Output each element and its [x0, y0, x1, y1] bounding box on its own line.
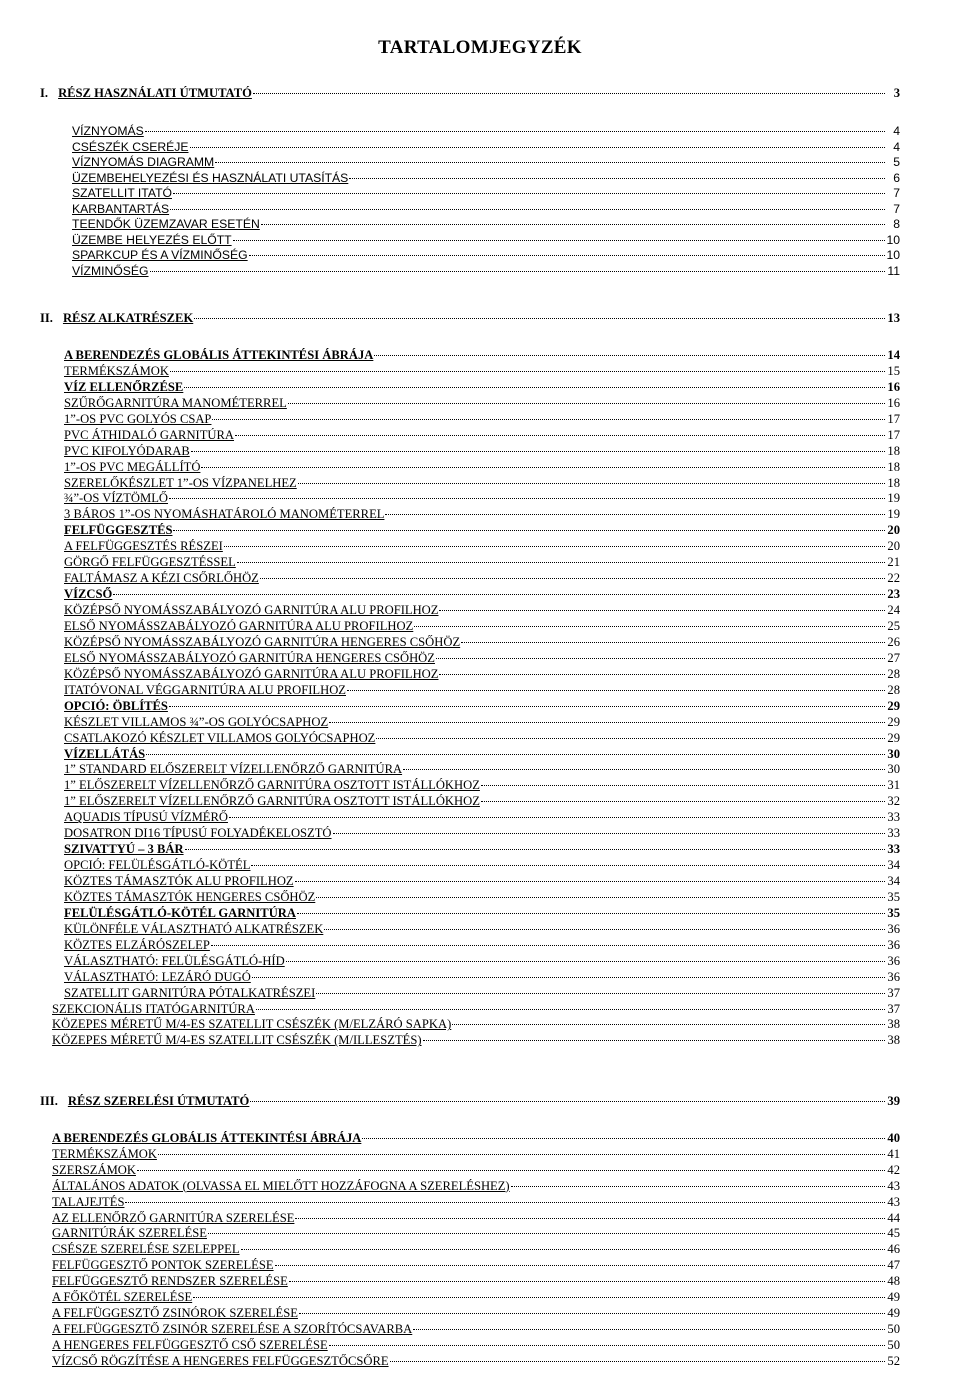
toc-entry[interactable] [64, 359, 900, 378]
dot-leader [295, 1206, 885, 1222]
toc-entry-page: 5 [893, 155, 900, 170]
toc-entry[interactable] [64, 981, 900, 1000]
toc-entry-page: 28 [887, 666, 900, 681]
toc-entry-page: 37 [887, 1001, 900, 1016]
toc-entry-label[interactable]: TEENDŐK ÜZEMZAVAR ESETÉN [72, 217, 260, 232]
toc-entry-label[interactable]: 1”-OS PVC MEGÁLLÍTÓ [64, 459, 201, 474]
toc-entry[interactable] [64, 901, 900, 920]
toc-entry[interactable] [64, 582, 900, 602]
dot-leader [452, 1012, 885, 1028]
toc-entry-label[interactable]: FELÜLÉSGÁTLÓ-KÖTÉL GARNITÚRA [64, 905, 296, 920]
toc-entry[interactable] [72, 150, 900, 170]
toc-entry[interactable] [72, 243, 900, 263]
toc-entry-label[interactable]: KÖZTES ELZÁRÓSZELEP [64, 937, 210, 952]
toc-entry[interactable] [64, 885, 900, 904]
toc-entry[interactable] [64, 789, 900, 809]
toc-entry-label[interactable]: ELSŐ NYOMÁSSZABÁLYOZÓ GARNITÚRA HENGERES CSŐHÖZ [64, 650, 435, 665]
toc-entry-label[interactable]: GARNITÚRÁK SZERELÉSE [52, 1226, 207, 1241]
toc-entry-page: 14 [887, 348, 900, 362]
toc-entry-label[interactable]: VÍZNYOMÁS DIAGRAMM [72, 155, 215, 170]
toc-entry[interactable] [64, 439, 900, 458]
toc-entry-label[interactable]: FELFÜGGESZTŐ RENDSZER SZERELÉSE [52, 1274, 288, 1289]
dot-leader [249, 243, 885, 259]
toc-entry[interactable] [40, 306, 900, 325]
dot-leader [185, 837, 885, 853]
toc-entry[interactable] [64, 694, 900, 713]
toc-entry-label[interactable]: ÁLTALÁNOS ADATOK (OLVASSA EL MIELŐTT HOZZÁFOGNA A SZERELÉSHEZ) [52, 1178, 510, 1193]
toc-entry[interactable] [52, 1285, 900, 1304]
toc-entry-page: 13 [887, 311, 900, 325]
toc-entry[interactable] [64, 550, 900, 570]
toc-entry[interactable] [52, 1174, 900, 1193]
dot-leader [481, 789, 885, 805]
toc-entry-label[interactable]: SZIVATTYÚ – 3 BÁR [64, 842, 184, 857]
toc-entry[interactable] [64, 343, 900, 362]
dot-leader [251, 853, 885, 869]
toc-entry-label[interactable]: ITATÓVONAL VÉGGARNITÚRA ALU PROFILHOZ [64, 682, 346, 697]
toc-entry[interactable] [72, 119, 900, 138]
toc-entry-label[interactable]: 1”-OS PVC GOLYÓS CSAP [64, 411, 212, 426]
dot-leader [297, 901, 885, 917]
toc-entry-page: 50 [887, 1321, 900, 1336]
dot-leader [184, 375, 885, 391]
toc-entry-page: 17 [887, 411, 900, 426]
toc-entry-page: 17 [887, 427, 900, 442]
dot-leader [212, 407, 885, 423]
toc-entry[interactable] [72, 228, 900, 247]
toc-entry[interactable] [52, 1237, 900, 1257]
dot-leader [235, 423, 885, 439]
toc-entry-label[interactable]: KÖZTES TÁMASZTÓK HENGERES CSŐHÖZ [64, 889, 316, 904]
toc-entry[interactable] [52, 1221, 900, 1241]
toc-entry[interactable] [52, 1349, 900, 1368]
toc-entry[interactable] [72, 212, 900, 232]
toc-entry-label[interactable]: VÍZNYOMÁS [72, 124, 144, 138]
toc-entry[interactable] [64, 471, 900, 490]
toc-entry-page: 11 [887, 263, 900, 278]
toc-entry-label[interactable]: 3 BÁROS 1”-OS NYOMÁSHATÁROLÓ MANOMÉTERREL [64, 507, 385, 522]
toc-entry-page: 48 [887, 1274, 900, 1289]
toc-entry-page: 36 [887, 953, 900, 968]
toc-entry-label[interactable]: CSATLAKOZÓ KÉSZLET VILLAMOS GOLYÓCSAPHOZ [64, 730, 376, 745]
toc-entry[interactable] [64, 757, 900, 777]
toc-entry-label[interactable]: PVC ÁTHIDALÓ GARNITÚRA [64, 427, 235, 442]
toc-entry-page: 41 [887, 1146, 900, 1161]
toc-entry[interactable] [72, 181, 900, 201]
toc-entry-label[interactable]: A BERENDEZÉS GLOBÁLIS ÁTTEKINTÉSI ÁBRÁJA [64, 348, 374, 362]
toc-entry-label[interactable]: KÖZEPES MÉRETŰ M/4-ES SZATELLIT CSÉSZÉK (M/ILLESZTÉS) [52, 1033, 422, 1048]
toc-entry-label[interactable]: TERMÉKSZÁMOK [52, 1146, 157, 1161]
dot-leader [113, 582, 885, 598]
toc-entry-page: 16 [887, 395, 900, 410]
toc-entry-label[interactable]: VÍZELLÁTÁS [64, 746, 146, 761]
dot-leader [137, 1158, 885, 1174]
dot-leader [329, 1333, 885, 1349]
dot-leader [316, 885, 885, 901]
toc-entry-label[interactable]: OPCIÓ: ÖBLÍTÉS [64, 698, 168, 713]
toc-entry[interactable] [64, 949, 900, 968]
toc-entry-label[interactable]: SZATELLIT ITATÓ [72, 186, 172, 201]
toc-entry[interactable] [64, 726, 900, 745]
toc-entry[interactable] [52, 1126, 900, 1145]
toc-entry-page: 52 [887, 1353, 900, 1368]
toc-entry-page: 42 [887, 1162, 900, 1177]
dot-leader [329, 710, 885, 726]
toc-entry-label[interactable]: FELFÜGGESZTÉS [64, 523, 173, 538]
dot-leader [250, 1089, 885, 1105]
toc-entry[interactable] [64, 710, 900, 729]
toc-entry[interactable] [72, 197, 900, 216]
toc-entry-page: 19 [887, 507, 900, 522]
toc-entry-label[interactable]: 1” ELŐSZERELT VÍZELLENŐRZŐ GARNITÚRA OSZTOTT ISTÁLLÓKHOZ [64, 778, 480, 793]
dot-leader [194, 306, 885, 322]
toc-entry-label[interactable]: ELSŐ NYOMÁSSZABÁLYOZÓ GARNITÚRA ALU PROFILHOZ [64, 618, 414, 633]
dot-leader [229, 805, 885, 821]
toc-entry[interactable] [64, 518, 900, 538]
toc-entry-page: 36 [887, 969, 900, 984]
toc-entry-page: 43 [887, 1178, 900, 1193]
dot-leader [146, 742, 885, 758]
dot-leader [252, 965, 885, 981]
dot-leader [256, 997, 885, 1013]
toc-entry-page: 10 [886, 248, 900, 263]
toc-entry[interactable] [64, 773, 900, 793]
toc-entry[interactable] [64, 742, 900, 761]
toc-entry[interactable] [64, 965, 900, 984]
toc-entry[interactable] [64, 423, 900, 442]
toc-entry-label[interactable]: A FELFÜGGESZTŐ ZSINÓR SZERELÉSE A SZORÍTÓCSAVARBA [52, 1321, 413, 1336]
dot-leader [481, 773, 885, 789]
part-number: III. [40, 1094, 58, 1108]
toc-entry-label[interactable]: TALAJEJTÉS [52, 1194, 125, 1209]
dot-leader [423, 1028, 885, 1044]
toc-entry-page: 25 [887, 618, 900, 633]
toc-entry-page: 45 [887, 1226, 900, 1241]
toc-entry-label[interactable]: CSÉSZÉK CSERÉJE [72, 139, 189, 154]
dot-leader [385, 502, 885, 518]
dot-leader [349, 166, 885, 182]
toc-entry-label[interactable]: A HENGERES FELFÜGGESZTŐ CSŐ SZERELÉSE [52, 1337, 328, 1352]
dot-leader [374, 343, 885, 359]
toc-entry[interactable] [64, 678, 900, 697]
dot-leader [173, 518, 885, 534]
toc-entry[interactable] [40, 81, 900, 100]
toc-entry-page: 10 [886, 232, 900, 247]
toc-entry[interactable] [64, 837, 900, 857]
dot-leader [324, 917, 885, 933]
dot-leader [241, 1237, 885, 1253]
toc-entry-label[interactable]: SZERELŐKÉSZLET 1”-OS VÍZPANELHEZ [64, 475, 297, 490]
toc-entry-label[interactable]: RÉSZ SZERELÉSI ÚTMUTATÓ [67, 1094, 250, 1108]
toc-entry-label[interactable]: TERMÉKSZÁMOK [64, 363, 169, 378]
dot-leader [208, 1221, 885, 1237]
dot-leader [191, 439, 885, 455]
toc-entry-label[interactable]: DOSATRON DI16 TÍPUSÚ FOLYADÉKELOSZTÓ [64, 826, 332, 841]
dot-leader [390, 1349, 885, 1365]
toc-entry-page: 18 [887, 459, 900, 474]
toc-entry-page: 31 [887, 778, 900, 793]
toc-entry-page: 35 [887, 889, 900, 904]
dot-leader [170, 359, 885, 375]
toc-entry[interactable] [52, 1142, 900, 1161]
toc-entry-label[interactable]: FELFÜGGESZTŐ PONTOK SZERELÉSE [52, 1258, 274, 1273]
dot-leader [150, 259, 885, 275]
toc-entry[interactable] [64, 646, 900, 665]
toc-entry-page: 36 [887, 937, 900, 952]
dot-leader [215, 150, 885, 166]
toc-entry[interactable] [64, 933, 900, 952]
toc-entry-label[interactable]: KÖZTES TÁMASZTÓK ALU PROFILHOZ [64, 874, 294, 889]
toc-entry-label[interactable]: KÖZEPES MÉRETŰ M/4-ES SZATELLIT CSÉSZÉK (M/ELZÁRÓ SAPKA) [52, 1017, 452, 1032]
page-title: TARTALOMJEGYZÉK [378, 37, 582, 58]
toc-entry-label[interactable]: VÍZCSŐ RÖGZÍTÉSE A HENGERES FELFÜGGESZTŐCSŐRE [52, 1353, 389, 1368]
toc-entry-page: 8 [893, 217, 900, 232]
toc-entry-label[interactable]: SPARKCUP ÉS A VÍZMINŐSÉG [72, 248, 248, 263]
toc-entry-label[interactable]: A FELFÜGGESZTŐ ZSINÓROK SZERELÉSE [52, 1305, 298, 1320]
dot-leader [511, 1174, 885, 1190]
toc-entry[interactable] [64, 821, 900, 841]
toc-entry[interactable] [64, 566, 900, 586]
toc-entry-label[interactable]: GÖRGŐ FELFÜGGESZTÉSSEL [64, 555, 236, 570]
toc-entry-label[interactable]: ÜZEMBE HELYEZÉS ELŐTT [72, 232, 232, 247]
toc-entry[interactable] [64, 502, 900, 522]
toc-entry-label[interactable]: KARBANTARTÁS [72, 201, 170, 216]
toc-entry-page: 19 [887, 491, 900, 506]
toc-entry[interactable] [52, 1317, 900, 1336]
dot-leader [253, 81, 885, 97]
toc-entry-page: 29 [887, 698, 900, 713]
toc-entry-label[interactable]: RÉSZ HASZNÁLATI ÚTMUTATÓ [58, 86, 252, 100]
toc-entry-label[interactable]: KÉSZLET VILLAMOS ¾”-OS GOLYÓCSAPHOZ [64, 714, 329, 729]
toc-entry-page: 33 [887, 810, 900, 825]
dot-leader [316, 981, 885, 997]
toc-entry-label[interactable]: A FELFÜGGESZTÉS RÉSZEI [64, 539, 223, 554]
toc-entry[interactable] [52, 1333, 900, 1352]
toc-entry-label[interactable]: SZATELLIT GARNITÚRA PÓTALKATRÉSZEI [64, 985, 316, 1000]
toc-entry-page: 35 [887, 905, 900, 920]
toc-entry-label[interactable]: KÜLÖNFÉLE VÁLASZTHATÓ ALKATRÉSZEK [64, 921, 324, 936]
toc-entry-page: 43 [887, 1194, 900, 1209]
dot-leader [414, 614, 885, 630]
toc-entry-page: 47 [887, 1258, 900, 1273]
toc-entry-page: 33 [887, 826, 900, 841]
toc-entry-page: 49 [887, 1290, 900, 1304]
toc-entry-label[interactable]: AZ ELLENŐRZŐ GARNITÚRA SZERELÉSE [52, 1210, 295, 1225]
toc-entry-page: 49 [887, 1305, 900, 1320]
toc-entry-label[interactable]: VÁLASZTHATÓ: LEZÁRÓ DUGÓ [64, 969, 251, 984]
dot-leader [362, 1126, 885, 1142]
toc-entry[interactable] [52, 1190, 900, 1209]
toc-entry-page: 20 [887, 523, 900, 538]
part-number: II. [40, 311, 53, 325]
toc-entry-label[interactable]: VÁLASZTHATÓ: FELÜLÉSGÁTLÓ-HÍD [64, 953, 285, 968]
dot-leader [193, 1285, 885, 1301]
toc-entry-page: 4 [893, 139, 900, 154]
toc-entry-page: 40 [887, 1131, 900, 1145]
toc-entry-page: 16 [887, 379, 900, 394]
toc-entry-label[interactable]: 1” STANDARD ELŐSZERELT VÍZELLENŐRZŐ GARNITÚRA [64, 762, 403, 777]
toc-entry[interactable] [64, 455, 900, 474]
toc-entry-page: 15 [887, 363, 900, 378]
dot-leader [413, 1317, 885, 1333]
dot-leader [170, 197, 885, 213]
toc-entry[interactable] [64, 869, 900, 889]
toc-entry[interactable] [64, 917, 900, 936]
dot-leader [289, 1269, 885, 1285]
toc-entry[interactable] [52, 997, 900, 1016]
toc-entry-label[interactable]: A BERENDEZÉS GLOBÁLIS ÁTTEKINTÉSI ÁBRÁJA [52, 1131, 362, 1145]
dot-leader [260, 566, 885, 582]
toc-entry-page: 20 [887, 539, 900, 554]
toc-entry-page: 33 [887, 842, 900, 857]
toc-entry-page: 29 [887, 730, 900, 745]
toc-entry[interactable] [64, 375, 900, 394]
dot-leader [347, 678, 885, 694]
toc-entry[interactable] [64, 598, 900, 618]
dot-leader [224, 534, 885, 550]
part-number: I. [40, 86, 49, 100]
toc-entry-page: 32 [887, 794, 900, 809]
toc-entry-label[interactable]: CSÉSZE SZERELÉSE SZELEPPEL [52, 1242, 240, 1257]
toc-entry-page: 34 [887, 874, 900, 889]
toc-entry-page: 36 [887, 921, 900, 936]
toc-entry-page: 50 [887, 1337, 900, 1352]
dot-leader [436, 646, 885, 662]
toc-entry-page: 28 [887, 682, 900, 697]
toc-entry-page: 3 [893, 86, 900, 100]
toc-entry-page: 18 [887, 443, 900, 458]
toc-entry-label[interactable]: ÜZEMBEHELYEZÉSI ÉS HASZNÁLATI UTASÍTÁS [72, 170, 349, 185]
toc-entry-label[interactable]: A FŐKÖTÉL SZERELÉSE [52, 1290, 193, 1304]
toc-entry-page: 38 [887, 1017, 900, 1032]
toc-entry[interactable] [72, 259, 900, 278]
dot-leader [333, 821, 885, 837]
dot-leader [403, 757, 885, 773]
toc-entry[interactable] [52, 1301, 900, 1320]
toc-entry[interactable] [52, 1269, 900, 1289]
toc-entry-label[interactable]: KÖZÉPSŐ NYOMÁSSZABÁLYOZÓ GARNITÚRA ALU PROFILHOZ [64, 603, 439, 618]
dot-leader [211, 933, 885, 949]
toc-entry-page: 7 [893, 201, 900, 216]
dot-leader [169, 694, 885, 710]
toc-entry-label[interactable]: ¾”-OS VÍZTÖMLŐ [64, 491, 169, 506]
toc-entry-page: 34 [887, 858, 900, 873]
toc-entry[interactable] [64, 662, 900, 681]
toc-entry-page: 23 [887, 587, 900, 602]
dot-leader [286, 949, 885, 965]
dot-leader [233, 228, 885, 244]
toc-entry[interactable] [64, 614, 900, 633]
toc-entry-page: 22 [887, 571, 900, 586]
dot-leader [169, 486, 885, 502]
toc-entry-label[interactable]: VÍZMINŐSÉG [72, 263, 149, 278]
toc-entry[interactable] [64, 391, 900, 410]
dot-leader [145, 119, 885, 135]
toc-entry[interactable] [64, 486, 900, 506]
dot-leader [288, 391, 885, 407]
toc-entry-label[interactable]: 1” ELŐSZERELT VÍZELLENŐRZŐ GARNITÚRA OSZTOTT ISTÁLLÓKHOZ [64, 794, 480, 809]
toc-entry[interactable] [64, 407, 900, 426]
toc-entry-page: 38 [887, 1033, 900, 1048]
toc-entry[interactable] [64, 853, 900, 873]
toc-entry-page: 18 [887, 475, 900, 490]
dot-leader [439, 598, 885, 614]
dot-leader [201, 455, 885, 471]
toc-entry[interactable] [64, 805, 900, 825]
dot-leader [461, 630, 885, 646]
toc-entry-page: 44 [887, 1210, 900, 1225]
toc-entry-label[interactable]: SZEKCIONÁLIS ITATÓGARNITÚRA [52, 1001, 255, 1016]
toc-entry-page: 30 [887, 762, 900, 777]
dot-leader [125, 1190, 885, 1206]
toc-entry-label[interactable]: RÉSZ ALKATRÉSZEK [62, 311, 194, 325]
toc-entry-label[interactable]: FALTÁMASZ A KÉZI CSŐRLŐHÖZ [64, 571, 259, 586]
toc-entry-page: 30 [887, 746, 900, 761]
dot-leader [158, 1142, 885, 1158]
toc-entry-page: 37 [887, 985, 900, 1000]
toc-entry-label[interactable]: SZŰRŐGARNITÚRA MANOMÉTERREL [64, 395, 287, 410]
dot-leader [190, 135, 886, 151]
toc-entry-page: 29 [887, 714, 900, 729]
toc-entry[interactable] [72, 135, 900, 154]
toc-entry-label[interactable]: VÍZCSŐ [64, 587, 113, 602]
toc-entry[interactable] [40, 1089, 900, 1108]
dot-leader [295, 869, 885, 885]
dot-leader [275, 1253, 885, 1269]
dot-leader [298, 471, 885, 487]
toc-entry-label[interactable]: AQUADIS TÍPUSÚ VÍZMÉRŐ [64, 810, 228, 825]
dot-leader [261, 212, 885, 228]
toc-entry[interactable] [52, 1028, 900, 1048]
toc-entry[interactable] [52, 1206, 900, 1225]
toc-entry-label[interactable]: OPCIÓ: FELÜLÉSGÁTLÓ-KÖTÉL [64, 858, 251, 873]
dot-leader [237, 550, 885, 566]
toc-entry-label[interactable]: KÖZÉPSŐ NYOMÁSSZABÁLYOZÓ GARNITÚRA HENGERES CSŐHÖZ [64, 634, 461, 649]
toc-entry[interactable] [64, 534, 900, 554]
toc-entry[interactable] [52, 1158, 900, 1177]
toc-entry-label[interactable]: VÍZ ELLENŐRZÉSE [64, 379, 184, 394]
dot-leader [376, 726, 885, 742]
toc-entry-page: 6 [893, 170, 900, 185]
toc-entry-page: 39 [887, 1094, 900, 1108]
toc-entry-page: 4 [893, 124, 900, 138]
toc-entry[interactable] [52, 1012, 900, 1032]
dot-leader [439, 662, 885, 678]
toc-entry-page: 24 [887, 603, 900, 618]
toc-entry[interactable] [64, 630, 900, 649]
dot-leader [299, 1301, 885, 1317]
toc-entry-label[interactable]: KÖZÉPSŐ NYOMÁSSZABÁLYOZÓ GARNITÚRA ALU PROFILHOZ [64, 666, 439, 681]
dot-leader [173, 181, 885, 197]
toc-entry-page: 26 [887, 634, 900, 649]
toc-entry[interactable] [72, 166, 900, 185]
toc-entry[interactable] [52, 1253, 900, 1273]
toc-entry-page: 46 [887, 1242, 900, 1257]
toc-entry-label[interactable]: PVC KIFOLYÓDARAB [64, 443, 190, 458]
toc-entry-page: 21 [887, 555, 900, 570]
toc-entry-label[interactable]: SZERSZÁMOK [52, 1162, 136, 1177]
toc-entry-page: 7 [893, 186, 900, 201]
toc-entry-page: 27 [887, 650, 900, 665]
